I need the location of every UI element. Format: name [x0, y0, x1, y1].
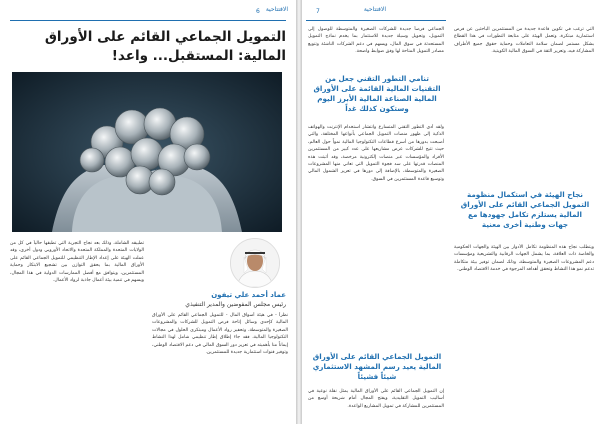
- right-header-rule: [306, 20, 446, 21]
- author-block: [140, 290, 286, 309]
- right-body-column-b: التي ترغب في تكوين قاعدة جديدة من المستثمرين الباحثين عن فرص استثمارية مبتكرة، وتعمل الهيئة على متابعة التطورات في هذا القطاع بشكل مستمر لضمان سلامة التعاملات وحماية حقوق جميع الأطراف المشاركة فيه، وتعزيز الثقة في السوق المالية الكويتية.: [454, 27, 594, 55]
- left-header-rule: [10, 20, 286, 21]
- subheading-tech-growth: تنامي التطور التقني جعل من التقنيات المالية القائمة على الأوراق المالية الصناعة المالية الأبرز اليوم وستكون كذلك غداً: [313, 74, 441, 113]
- article-title: التمويل الجماعي القائم على الأوراق المالية: المستقبل... واعد!: [44, 29, 286, 64]
- author-avatar: [230, 238, 280, 288]
- right-body-column-a-end: إن التمويل الجماعي القائم على الأوراق المالية يمثل نقلة نوعية في أساليب التمويل التقليدية، ويفتح المجال أمام شريحة أوسع من المستثمرين للمشاركة في تمويل المشاريع الواعدة.: [308, 389, 444, 409]
- subheading-authority-success: نجاح الهيئة في استكمال منظومة التمويل الجماعي القائم على الأوراق المالية يستلزم تكامل جهودها مع جهات وطنية أخرى معنية: [460, 190, 590, 229]
- author-name: عماد أحمد علي تيفون: [211, 291, 286, 299]
- left-header-label: الافتتاحية: [265, 6, 288, 13]
- left-body-column-right: نظراً - في هيئة أسواق المال - للتمويل الجماعي القائم على الأوراق المالية كإحدى وسائل إتاحة فرص التمويل للشركات والمشروعات الصغيرة والمتوسطة، وتحفيز رواد الأعمال ومبتكري الحلول في مجالات التكنولوجيا المالية، فقد جاء إطلاق إطار تنظيمي شامل لهذا النشاط إيماناً منا بأهميته في تعزيز دور السوق المالي في دعم الاقتصاد الوطني، وتوفير قنوات استثمارية جديدة للمستثمرين.: [152, 313, 288, 356]
- right-page-number: 7: [316, 8, 320, 15]
- author-role: رئيس مجلس المفوضين والمدير التنفيذي: [185, 301, 286, 308]
- right-body-column-a-intro: الجماعي فرصاً جديدة للشركات الصغيرة والمتوسطة للوصول إلى التمويل، وتحويل وسيلة جديدة للاستثمار بما يخدم نماذج التمويل المستحدثة في سوق المال، ويسهم في دعم الشركات الناشئة وتنويع مصادر التمويل المتاحة لها وفق ضوابط واضحة.: [308, 27, 444, 55]
- right-body-column-a: ولقد أدى التطور التقني المتسارع وانتشار استخدام الإنترنت والهواتف الذكية إلى ظهور منصات التمويل الجماعي بأنواعها المختلفة، والتي أصبحت بدورها من أسرع قطاعات التكنولوجيا المالية نمواً حول العالم، حيث تتيح للشركات عرض مشاريعها على عدد كبير من المستثمرين الأفراد والمؤسسات عبر منصات إلكترونية مرخصة، وقد أثبتت هذه المنصات قدرتها على سد فجوة التمويل التي تعاني منها المشروعات الصغيرة والمتوسطة، بالإضافة إلى دورها في تعزيز الشمول المالي وتوسيع قاعدة المستثمرين في السوق.: [308, 125, 444, 182]
- left-page: [0, 0, 296, 424]
- right-header-label: الافتتاحية: [363, 6, 386, 13]
- subheading-crowdfunding-reshapes: التمويل الجماعي القائم على الأوراق المالية يعيد رسم المشهد الاستثماري شيئاً فشيئاً: [312, 352, 442, 381]
- right-body-column-b2: ويتطلب نجاح هذه المنظومة تكامل الأدوار بين الهيئة والجهات الحكومية والخاصة ذات العلاقة، بما يشمل الجهات الرقابية والتشريعية ومؤسسات دعم المشروعات الصغيرة والمتوسطة، وذلك لضمان توفير بيئة متكاملة تدعم نمو هذا النشاط وتحقق أهدافه المرجوة في خدمة الاقتصاد الوطني.: [454, 245, 594, 273]
- left-body-column-left: تطبيقه الشاملة، وذلك بعد نجاح التجربة التي تطبقها حالياً في كل من الولايات المتحدة والمملكة المتحدة والاتحاد الأوروبي ودول أخرى، وقد عملت الهيئة على إعداد الإطار التنظيمي للتمويل الجماعي القائم على الأوراق المالية بما يحقق التوازن بين تشجيع الابتكار وحماية المستثمرين، ويتوافق مع أفضل الممارسات الدولية في هذا المجال، ويسهم في تنمية بيئة أعمال جاذبة لرواد الأعمال.: [10, 241, 144, 284]
- coins-in-hands-photo: [12, 72, 282, 232]
- left-page-number: 6: [256, 8, 260, 15]
- right-page: [302, 0, 600, 424]
